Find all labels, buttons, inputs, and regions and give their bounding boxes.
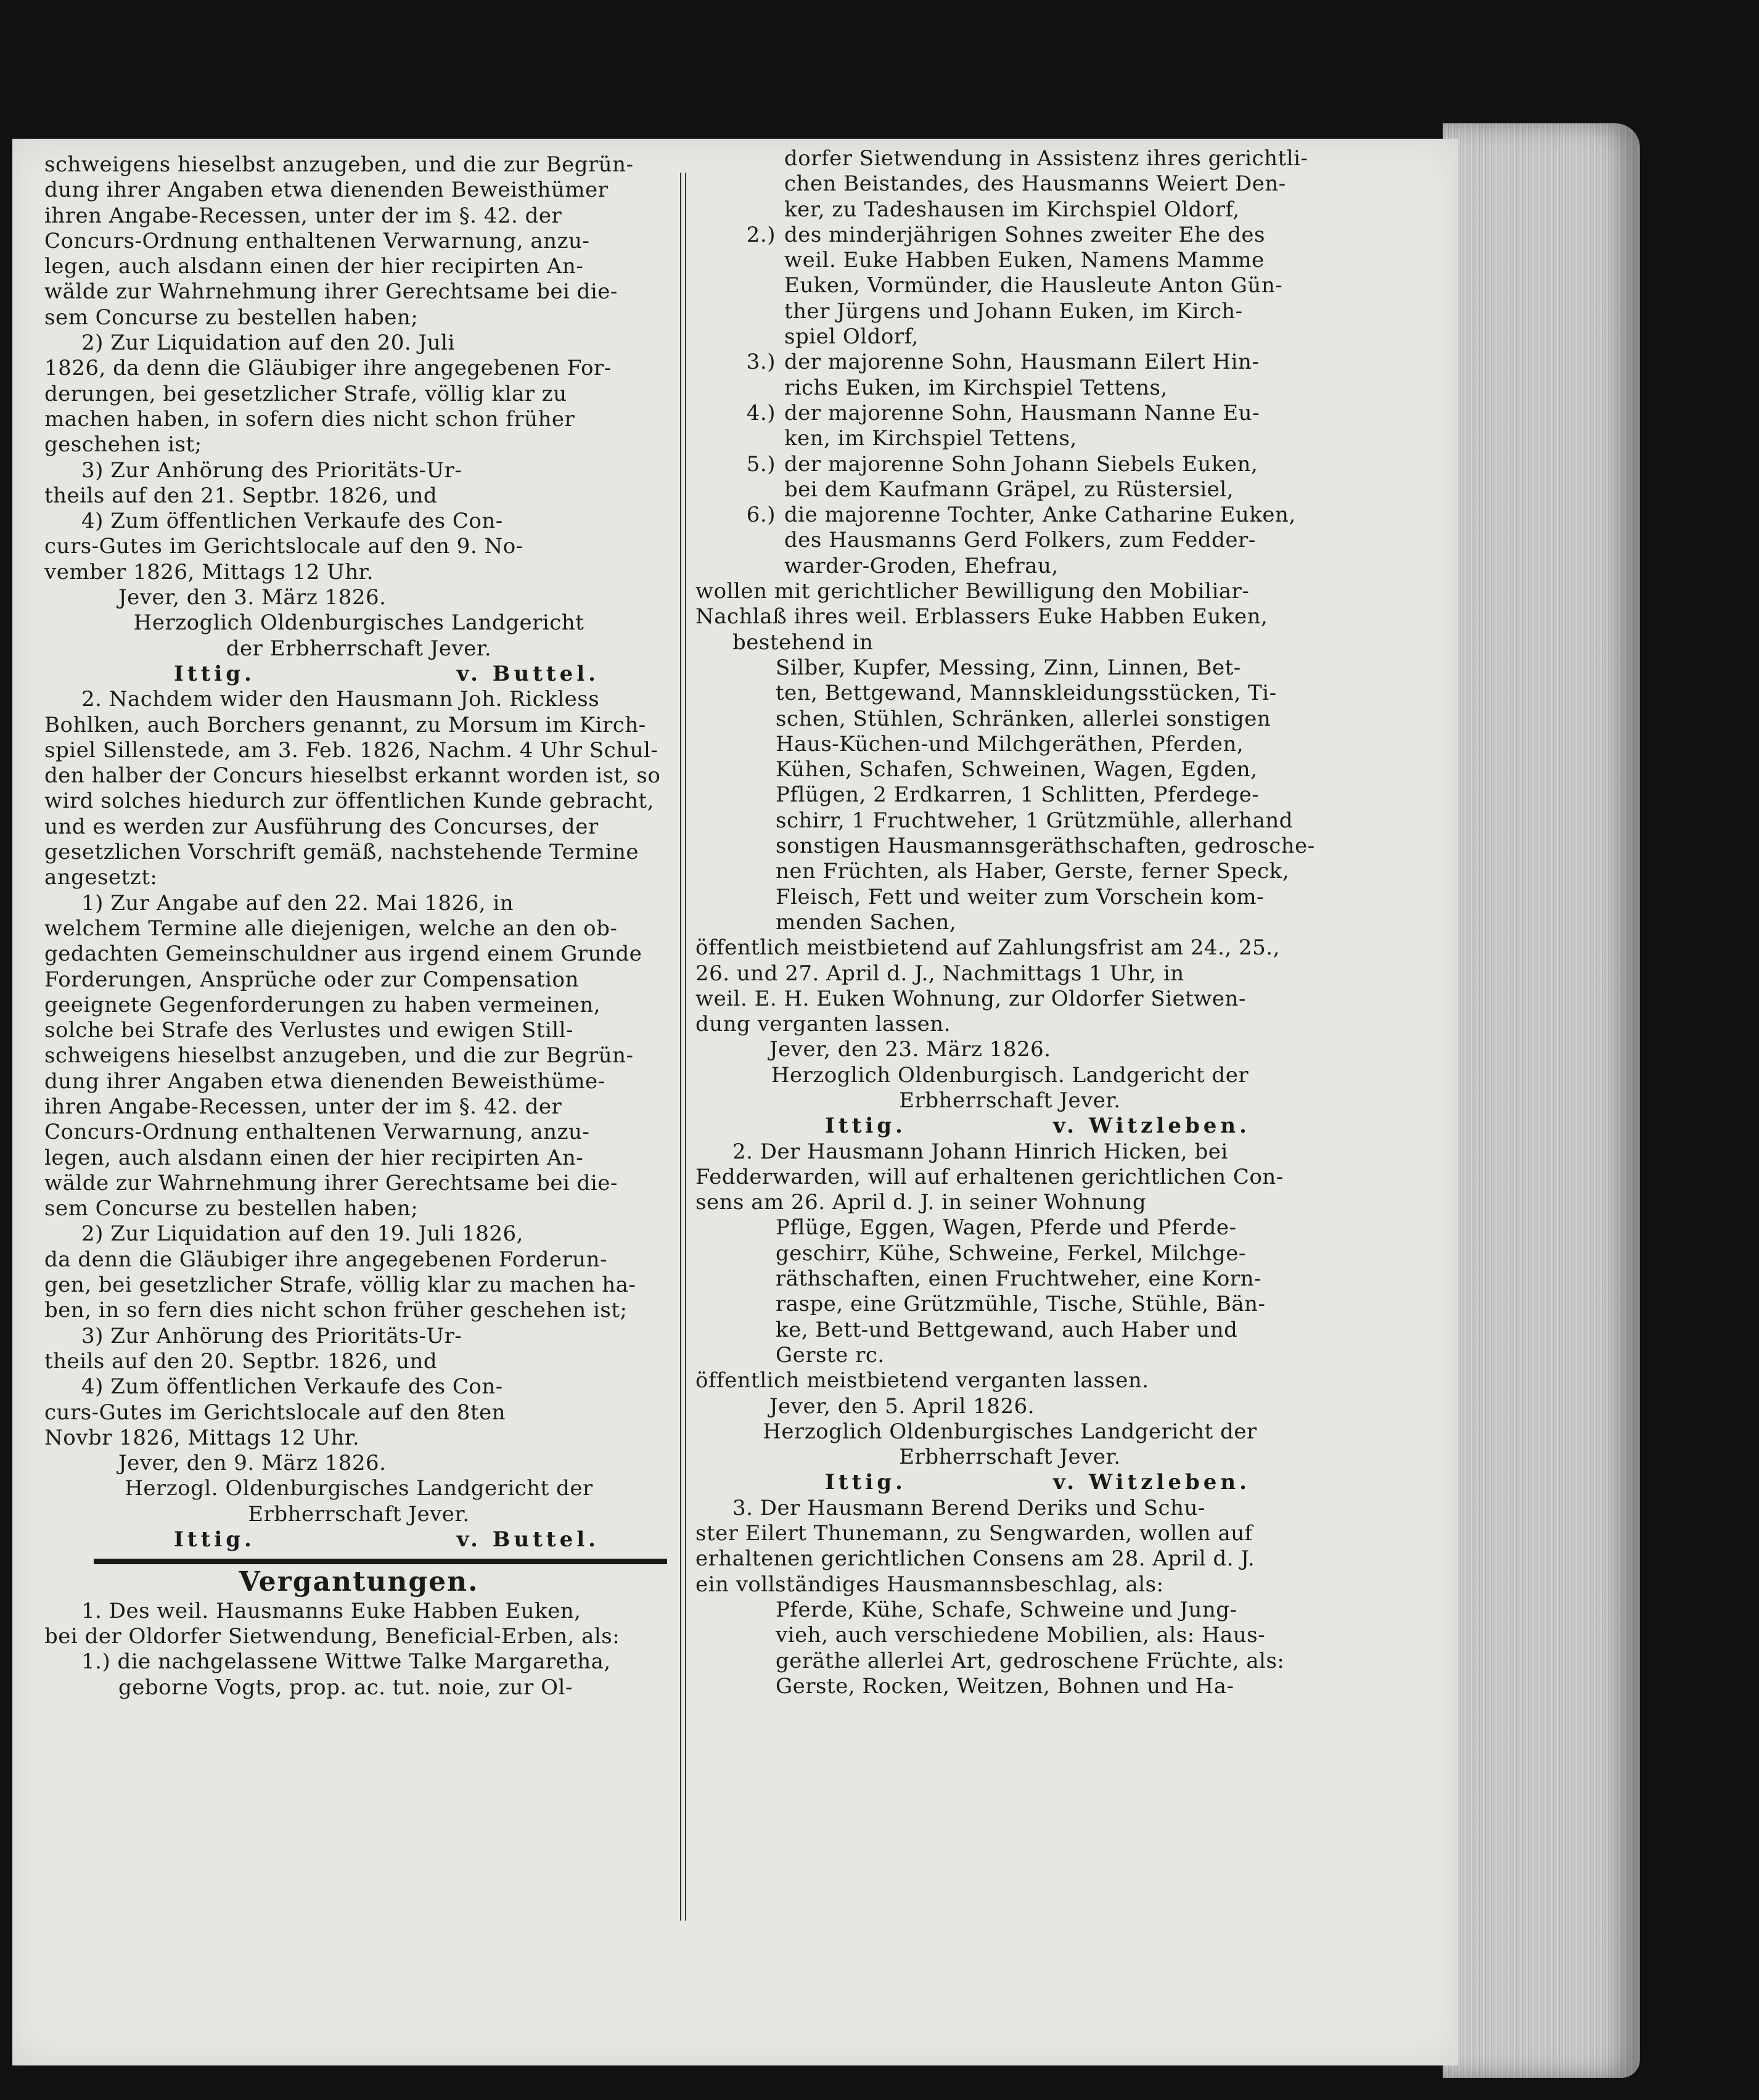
section-heading-vergantungen: Vergantungen. bbox=[239, 1566, 479, 1598]
section-divider-rule bbox=[94, 1559, 667, 1564]
text-line: bestehend in bbox=[732, 630, 874, 655]
text-line: Gerste rc. bbox=[776, 1342, 885, 1368]
text-line: Forderungen, Ansprüche oder zur Compensation bbox=[44, 967, 579, 992]
signatures-2 bbox=[44, 1527, 673, 1552]
text-line: da denn die Gläubiger ihre angegebenen Forderun- bbox=[44, 1247, 608, 1272]
text-line: richs Euken, im Kirchspiel Tettens, bbox=[784, 375, 1168, 400]
text-line: Nachlaß ihres weil. Erblassers Euke Habben Euken, bbox=[695, 604, 1268, 630]
court-name-r2 bbox=[695, 1419, 1324, 1470]
text-line: Kühen, Schafen, Schweinen, Wagen, Egden, bbox=[776, 757, 1258, 782]
notice-2-hicken bbox=[695, 1139, 1324, 1216]
sale-terms-1 bbox=[695, 935, 1324, 1037]
text-line: Gerste, Rocken, Weitzen, Bohnen und Ha- bbox=[776, 1673, 1234, 1699]
text-line: Bohlken, auch Borchers genannt, zu Morsum im Kirch- bbox=[44, 712, 646, 737]
item-number bbox=[695, 248, 784, 273]
text-line: ihren Angabe-Recessen, unter der im §. 42. der bbox=[44, 1094, 562, 1119]
text-line: derungen, bei gesetzlicher Strafe, völlig klar zu bbox=[44, 381, 567, 406]
signatures bbox=[44, 662, 673, 687]
item-number bbox=[695, 324, 784, 350]
wollen-clause bbox=[695, 579, 1324, 655]
text-line: der majorenne Sohn Johann Siebels Euken, bbox=[784, 451, 1258, 477]
signature-witzleben-r2: v. Witzleben. bbox=[1052, 1470, 1250, 1495]
notice-3-deriks bbox=[695, 1496, 1324, 1598]
term-3-priority-b bbox=[44, 1324, 673, 1375]
text-line: Herzoglich Oldenburgisch. Landgericht der bbox=[771, 1062, 1249, 1088]
text-line: curs-Gutes im Gerichtslocale auf den 8ten bbox=[44, 1400, 506, 1425]
heir-item-line bbox=[695, 477, 1324, 502]
text-line: weil. E. H. Euken Wohnung, zur Oldorfer Sietwen- bbox=[695, 986, 1246, 1011]
text-line: wälde zur Wahrnehmung ihrer Gerechtsame bei die- bbox=[44, 279, 618, 305]
text-line: ihren Angabe-Recessen, unter der im §. 42. der bbox=[44, 203, 562, 228]
text-line: 2) Zur Liquidation auf den 19. Juli 1826, bbox=[81, 1221, 523, 1247]
text-line: legen, auch alsdann einen der hier recipirten An- bbox=[44, 1145, 584, 1170]
text-line: räthschaften, einen Fruchtweher, eine Korn- bbox=[776, 1266, 1261, 1292]
term-1-registration bbox=[44, 891, 673, 1222]
text-line: ker, zu Tadeshausen im Kirchspiel Oldorf, bbox=[784, 197, 1240, 222]
text-line: 1.) die nachgelassene Wittwe Talke Margaretha, bbox=[81, 1649, 611, 1675]
text-line: sonstigen Hausmannsgeräthschaften, gedrosche- bbox=[776, 834, 1315, 859]
term-4-sale-b bbox=[44, 1374, 673, 1451]
text-line: curs-Gutes im Gerichtslocale auf den 9. No- bbox=[44, 534, 523, 559]
text-line: angesetzt: bbox=[44, 865, 158, 890]
text-line: Haus-Küchen-und Milchgeräthen, Pferden, bbox=[776, 731, 1244, 757]
item-number: 2.) bbox=[746, 222, 776, 247]
text-line: machen haben, in sofern dies nicht schon früher bbox=[44, 406, 575, 432]
text-line: dung verganten lassen. bbox=[695, 1012, 951, 1037]
text-line: wollen mit gerichtlicher Bewilligung den Mobiliar- bbox=[695, 579, 1250, 604]
text-line: vieh, auch verschiedene Mobilien, als: Haus- bbox=[776, 1623, 1266, 1648]
text-line: ster Eilert Thunemann, zu Sengwarden, wollen auf bbox=[695, 1521, 1253, 1546]
text-line: Fleisch, Fett und weiter zum Vorschein kom- bbox=[776, 884, 1265, 909]
text-line: sem Concurse zu bestellen haben; bbox=[44, 305, 419, 330]
term-2-liquidation-b bbox=[44, 1221, 673, 1323]
heir-item-line bbox=[695, 375, 1324, 401]
text-line: nen Früchten, als Haber, Gerste, ferner Speck, bbox=[776, 859, 1290, 884]
text-line: wälde zur Wahrnehmung ihrer Gerechtsame bei die- bbox=[44, 1170, 618, 1196]
text-line: Novbr 1826, Mittags 12 Uhr. bbox=[44, 1425, 360, 1450]
heir-item-line bbox=[695, 401, 1324, 426]
vergantung-1-intro bbox=[44, 1599, 673, 1650]
text-line: Concurs-Ordnung enthaltenen Verwarnung, anzu- bbox=[44, 228, 590, 253]
text-line: 3) Zur Anhörung des Prioritäts-Ur- bbox=[81, 1323, 462, 1348]
heir-item-line bbox=[695, 528, 1324, 553]
term-4-sale bbox=[44, 509, 673, 585]
signatures-r2 bbox=[695, 1470, 1324, 1495]
text-line: schweigens hieselbst anzugeben, und die zur Begrün- bbox=[44, 1043, 634, 1068]
item-number bbox=[695, 477, 784, 502]
text-line: ben, in so fern dies nicht schon früher geschehen ist; bbox=[44, 1298, 628, 1323]
text-line: der majorenne Sohn, Hausmann Eilert Hin- bbox=[784, 350, 1260, 375]
text-line: legen, auch alsdann einen der hier recipirten An- bbox=[44, 254, 584, 279]
text-line: vember 1826, Mittags 12 Uhr. bbox=[44, 559, 374, 584]
item-number bbox=[695, 299, 784, 324]
book-page bbox=[12, 139, 1458, 2065]
text-line: gedachten Gemeinschuldner aus irgend einem Grunde bbox=[44, 941, 642, 967]
heir-item-line bbox=[695, 452, 1324, 477]
item-number bbox=[695, 375, 784, 401]
text-line: Herzoglich Oldenburgisches Landgericht bbox=[133, 610, 584, 636]
text-line: raspe, eine Grützmühle, Tische, Stühle, Bän- bbox=[776, 1292, 1266, 1317]
text-line: Pflüge, Eggen, Wagen, Pferde und Pferde- bbox=[776, 1215, 1237, 1241]
text-line: schen, Stühlen, Schränken, allerlei sonstigen bbox=[776, 706, 1271, 731]
item-number: 4.) bbox=[746, 400, 776, 425]
text-line: chen Beistandes, des Hausmanns Weiert Den- bbox=[784, 171, 1286, 197]
text-line: 2. Nachdem wider den Hausmann Joh. Rickless bbox=[81, 687, 600, 712]
item-number: 5.) bbox=[746, 451, 776, 477]
text-line: theils auf den 20. Septbr. 1826, und bbox=[44, 1348, 438, 1374]
date-line-2: Jever, den 9. März 1826. bbox=[118, 1451, 387, 1476]
left-column bbox=[44, 152, 673, 1700]
text-line: öffentlich meistbietend auf Zahlungsfrist am 24., 25., bbox=[695, 935, 1280, 961]
text-line: Fedderwarden, will auf erhaltenen gerichtlichen Con- bbox=[695, 1164, 1284, 1189]
text-line: geeignete Gegenforderungen zu haben vermeinen, bbox=[44, 992, 601, 1017]
signature-ittig-r1: Ittig. bbox=[825, 1114, 906, 1139]
text-line: Pflügen, 2 Erdkarren, 1 Schlitten, Pferdege- bbox=[776, 782, 1260, 808]
text-line: 4) Zum öffentlichen Verkaufe des Con- bbox=[81, 1374, 503, 1400]
text-line: 26. und 27. April d. J., Nachmittags 1 Uhr, in bbox=[695, 961, 1184, 986]
text-line: 2. Der Hausmann Johann Hinrich Hicken, bei bbox=[732, 1139, 1228, 1164]
text-line: 1) Zur Angabe auf den 22. Mai 1826, in bbox=[81, 890, 514, 916]
signature-ittig: Ittig. bbox=[174, 661, 255, 686]
text-line: bei dem Kaufmann Gräpel, zu Rüstersiel, bbox=[784, 477, 1234, 502]
signature-buttel: v. Buttel. bbox=[456, 661, 599, 686]
text-line: sem Concurse zu bestellen haben; bbox=[44, 1196, 419, 1221]
text-line: geräthe allerlei Art, gedroschene Früchte, als: bbox=[776, 1648, 1285, 1673]
date-line-r2: Jever, den 5. April 1826. bbox=[769, 1393, 1035, 1419]
text-line: 4) Zum öffentlichen Verkaufe des Con- bbox=[81, 509, 503, 534]
heir-item-line bbox=[695, 273, 1324, 298]
text-line: 3. Der Hausmann Berend Deriks und Schu- bbox=[732, 1495, 1205, 1520]
text-line: gesetzlichen Vorschrift gemäß, nachstehende Termine bbox=[44, 840, 639, 865]
signature-ittig-2: Ittig. bbox=[174, 1527, 255, 1552]
goods-list-2 bbox=[695, 1215, 1324, 1368]
item-number bbox=[695, 528, 784, 553]
text-line: menden Sachen, bbox=[776, 909, 957, 935]
court-name-r1 bbox=[695, 1063, 1324, 1114]
heir-item-line bbox=[695, 248, 1324, 273]
text-line: warder-Groden, Ehefrau, bbox=[784, 553, 1059, 578]
signatures-r1 bbox=[695, 1114, 1324, 1139]
goods-list-1 bbox=[695, 655, 1324, 935]
text-line: geborne Vogts, prop. ac. tut. noie, zur Ol- bbox=[118, 1675, 573, 1700]
text-line: den halber der Concurs hieselbst erkannt worden ist, so bbox=[44, 763, 661, 789]
text-line: theils auf den 21. Septbr. 1826, und bbox=[44, 483, 438, 508]
term-3-priority bbox=[44, 458, 673, 509]
text-line: Erbherrschaft Jever. bbox=[248, 1501, 470, 1527]
right-column bbox=[695, 146, 1324, 1699]
text-line: solche bei Strafe des Verlustes und ewigen Still- bbox=[44, 1018, 574, 1043]
heir-item-line bbox=[695, 223, 1324, 248]
text-line: schweigens hieselbst anzugeben, und die zur Begrün- bbox=[44, 152, 634, 177]
text-line: Silber, Kupfer, Messing, Zinn, Linnen, Bet- bbox=[776, 655, 1241, 680]
text-line: 2) Zur Liquidation auf den 20. Juli bbox=[81, 330, 455, 356]
item-number bbox=[695, 273, 784, 298]
text-line: ken, im Kirchspiel Tettens, bbox=[784, 426, 1077, 451]
text-line: bei der Oldorfer Sietwendung, Beneficial-Erben, als: bbox=[44, 1623, 620, 1649]
book-page-edges bbox=[1443, 123, 1640, 2078]
text-line: ke, Bett-und Bettgewand, auch Haber und bbox=[776, 1317, 1238, 1342]
heir-item-line bbox=[695, 426, 1324, 451]
notice-2-bohlken bbox=[44, 687, 673, 890]
text-line: schirr, 1 Fruchtweher, 1 Grützmühle, allerhand bbox=[776, 808, 1293, 833]
item-number: 3.) bbox=[746, 350, 776, 375]
heirs-list bbox=[695, 223, 1324, 579]
text-line: die majorenne Tochter, Anke Catharine Euken, bbox=[784, 502, 1296, 528]
date-line-r1: Jever, den 23. März 1826. bbox=[769, 1037, 1051, 1062]
text-line: spiel Oldorf, bbox=[784, 324, 919, 350]
text-line: 3) Zur Anhörung des Prioritäts-Ur- bbox=[81, 457, 462, 483]
text-line: der majorenne Sohn, Hausmann Nanne Eu- bbox=[784, 400, 1260, 425]
text-line: ther Jürgens und Johann Euken, im Kirch- bbox=[784, 298, 1243, 324]
text-line: sens am 26. April d. J. in seiner Wohnung bbox=[695, 1190, 1147, 1215]
text-line: dung ihrer Angaben etwa dienenden Beweisthüme- bbox=[44, 1068, 605, 1094]
text-line: Herzogl. Oldenburgisches Landgericht der bbox=[125, 1476, 593, 1501]
vergantung-1-item-1 bbox=[44, 1649, 673, 1700]
text-line: welchem Termine alle diejenigen, welche an den ob- bbox=[44, 916, 618, 941]
signature-buttel-2: v. Buttel. bbox=[456, 1527, 599, 1552]
date-line: Jever, den 3. März 1826. bbox=[118, 585, 387, 610]
item-number bbox=[695, 554, 784, 579]
signature-witzleben-r1: v. Witzleben. bbox=[1052, 1114, 1250, 1139]
text-line: Concurs-Ordnung enthaltenen Verwarnung, anzu- bbox=[44, 1120, 590, 1145]
text-line: der Erbherrschaft Jever. bbox=[226, 636, 492, 661]
text-line: ten, Bettgewand, Mannskleidungsstücken, Ti- bbox=[776, 681, 1277, 706]
goods-list-3 bbox=[695, 1598, 1324, 1699]
text-line: spiel Sillenstede, am 3. Feb. 1826, Nachm. 4 Uhr Schul- bbox=[44, 737, 658, 763]
column-divider bbox=[680, 173, 686, 1921]
court-name bbox=[44, 610, 673, 662]
heir-item-line bbox=[695, 324, 1324, 350]
text-line: Herzoglich Oldenburgisches Landgericht der bbox=[763, 1419, 1257, 1444]
term-2-liquidation bbox=[44, 330, 673, 457]
text-line: Erbherrschaft Jever. bbox=[899, 1445, 1121, 1470]
text-line: 1. Des weil. Hausmanns Euke Habben Euken, bbox=[81, 1598, 581, 1623]
item-number: 6.) bbox=[746, 502, 776, 528]
text-line: wird solches hiedurch zur öffentlichen Kunde gebracht, bbox=[44, 789, 654, 814]
text-line: dorfer Sietwendung in Assistenz ihres gerichtli- bbox=[784, 146, 1308, 171]
text-line: Pferde, Kühe, Schafe, Schweine und Jung- bbox=[776, 1597, 1237, 1622]
continued-heirs bbox=[695, 146, 1324, 223]
text-line: weil. Euke Habben Euken, Namens Mamme bbox=[784, 248, 1265, 273]
signature-ittig-r2: Ittig. bbox=[825, 1470, 906, 1495]
heir-item-line bbox=[695, 554, 1324, 579]
text-line: des Hausmanns Gerd Folkers, zum Fedder- bbox=[784, 528, 1256, 553]
text-line: Erbherrschaft Jever. bbox=[899, 1088, 1121, 1113]
text-line: geschirr, Kühe, Schweine, Ferkel, Milchge- bbox=[776, 1241, 1246, 1266]
continued-text bbox=[44, 152, 673, 330]
heir-item-line bbox=[695, 502, 1324, 528]
heir-item-line bbox=[695, 299, 1324, 324]
court-name-2 bbox=[44, 1476, 673, 1527]
text-line: dung ihrer Angaben etwa dienenden Beweisthümer bbox=[44, 178, 609, 203]
text-line: gen, bei gesetzlicher Strafe, völlig klar zu machen ha- bbox=[44, 1273, 636, 1298]
item-number bbox=[695, 426, 784, 451]
text-line: geschehen ist; bbox=[44, 432, 202, 457]
text-line: 1826, da denn die Gläubiger ihre angegebenen For- bbox=[44, 356, 612, 381]
text-line: ein vollständiges Hausmannsbeschlag, als: bbox=[695, 1572, 1164, 1597]
text-line: des minderjährigen Sohnes zweiter Ehe des bbox=[784, 222, 1265, 247]
heir-item-line bbox=[695, 350, 1324, 375]
text-line: und es werden zur Ausführung des Concurses, der bbox=[44, 814, 599, 839]
text-line: erhaltenen gerichtlichen Consens am 28. April d. J. bbox=[695, 1546, 1255, 1572]
text-line: Euken, Vormünder, die Hausleute Anton Gün- bbox=[784, 273, 1283, 298]
sale-terms-2: öffentlich meistbietend verganten lassen. bbox=[695, 1368, 1149, 1393]
